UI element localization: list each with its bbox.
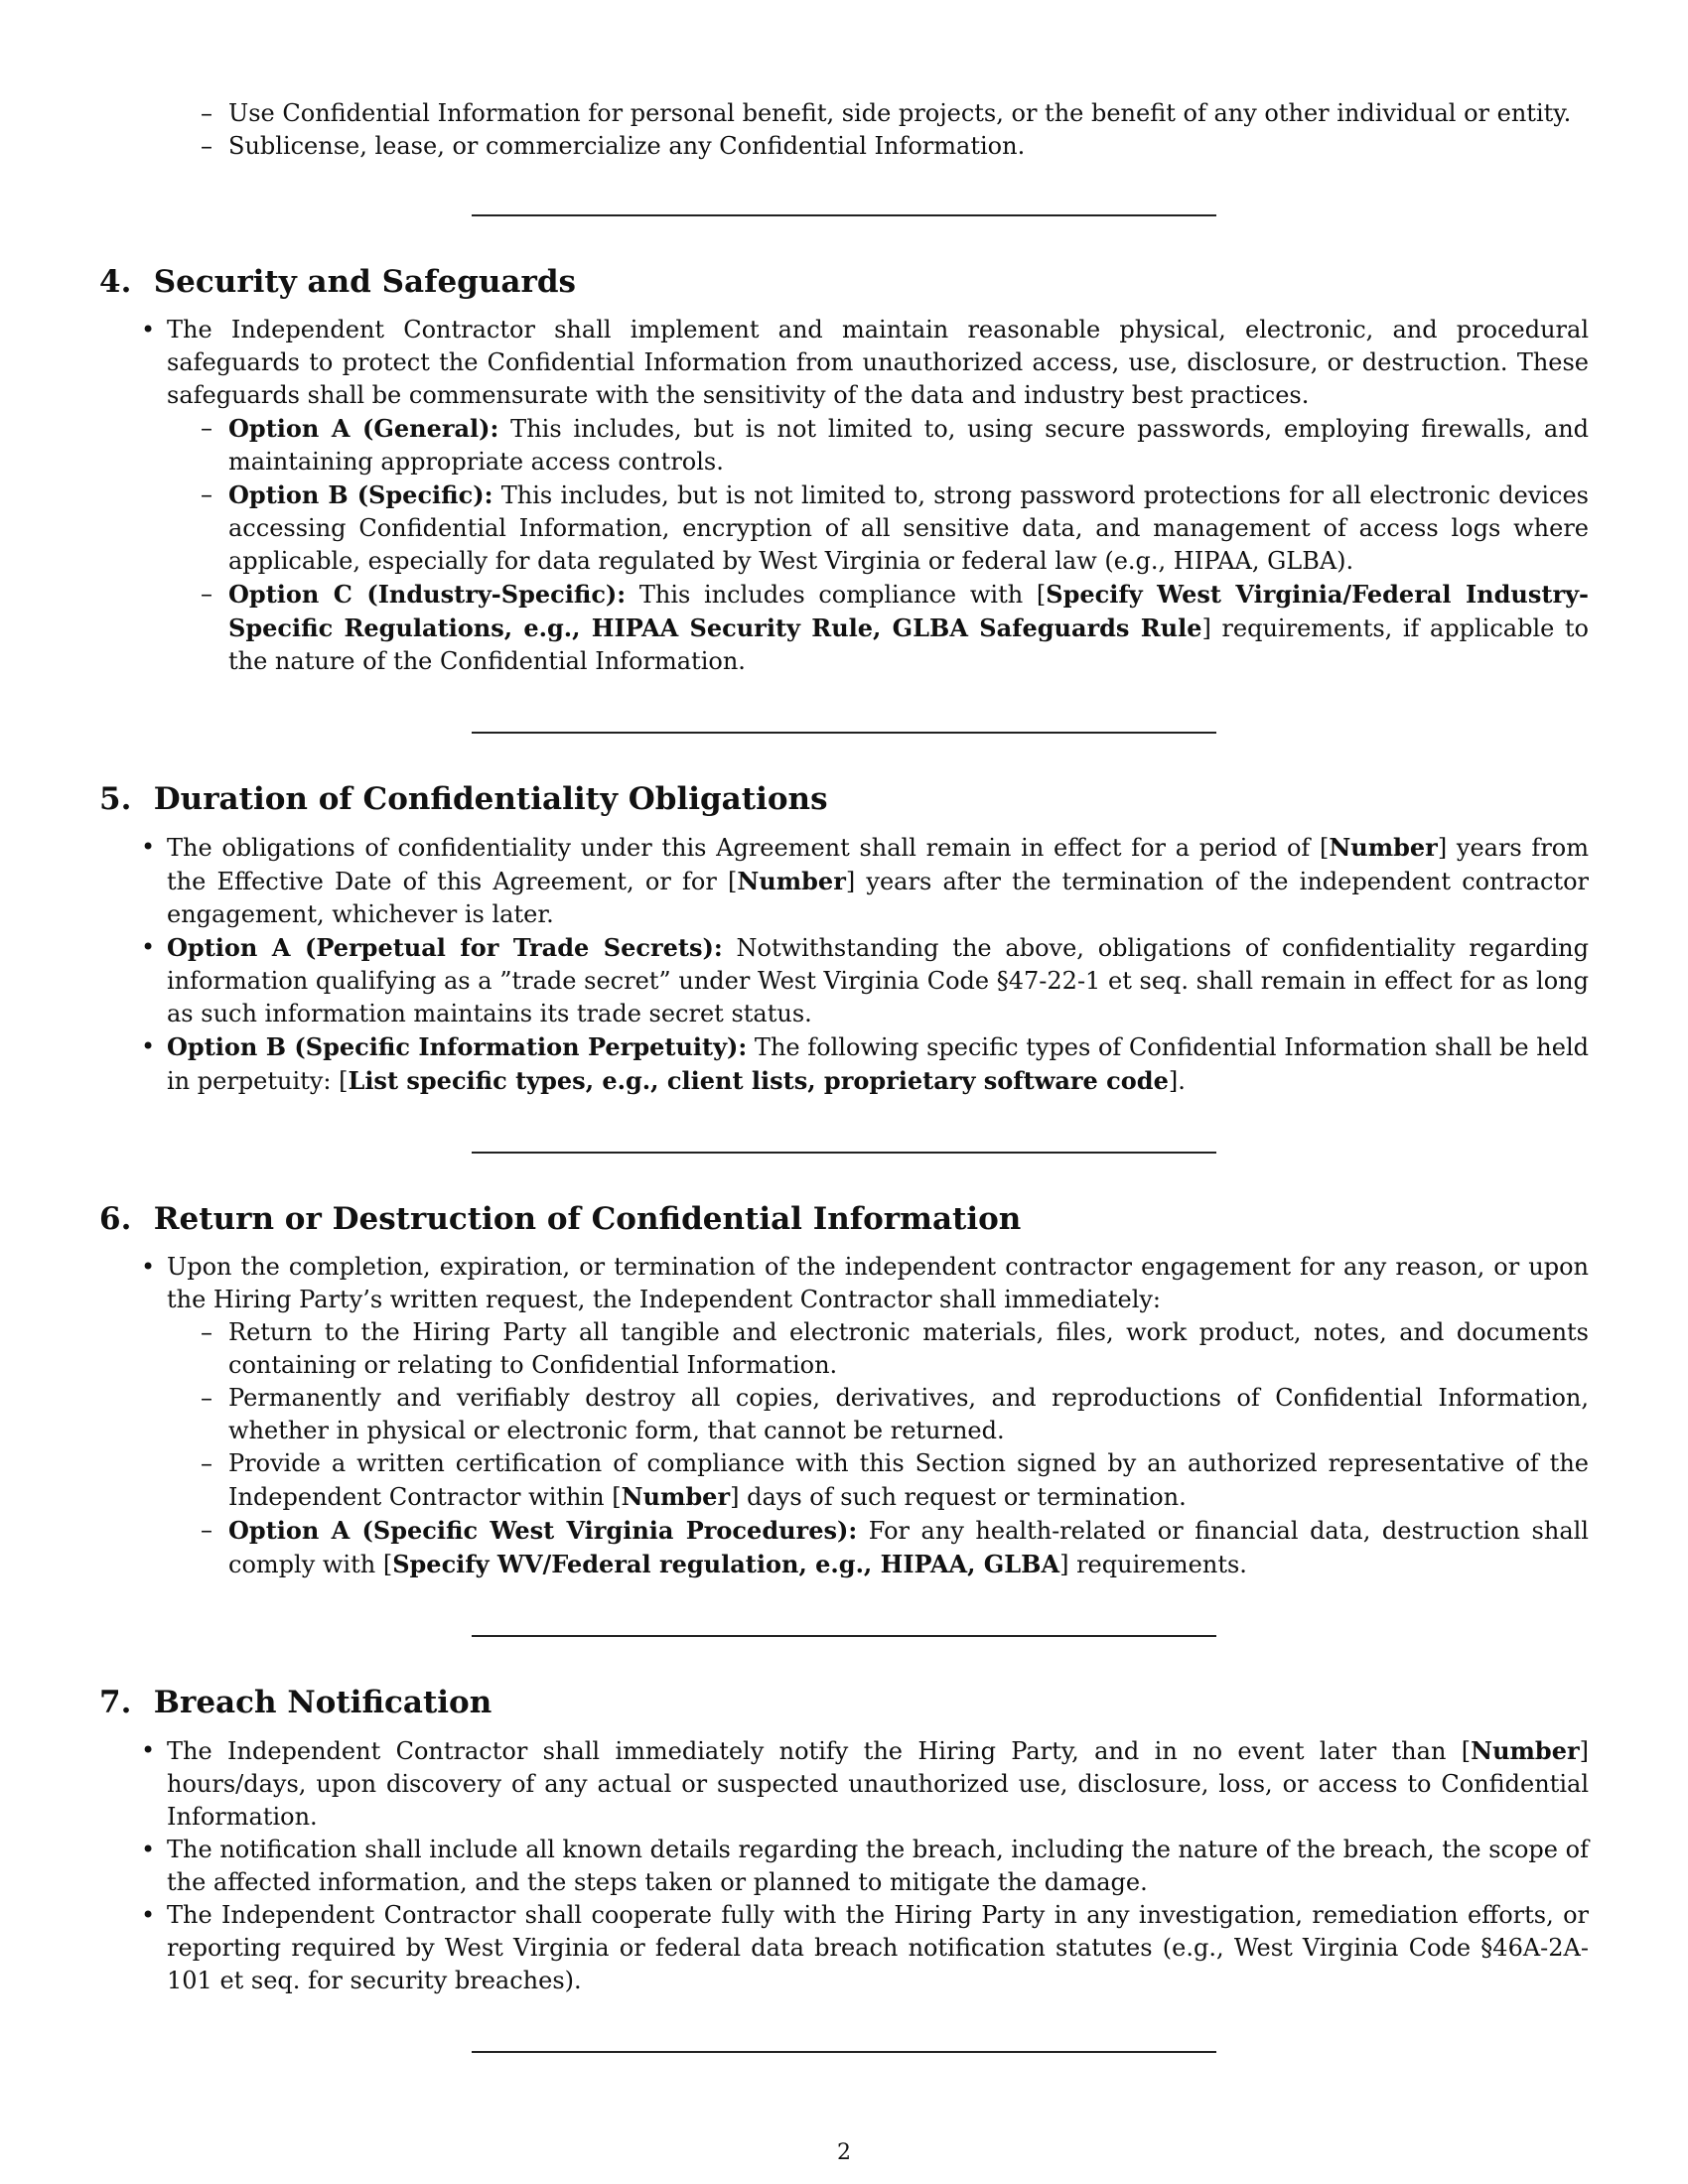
section-5-list — [99, 831, 1589, 1098]
list-item: – Sublicense, lease, or commercialize any Confidential Information. — [99, 130, 1589, 163]
list-item — [99, 412, 1589, 478]
placeholder-text: List specific types, e.g., client lists, proprietary software code — [348, 1066, 1169, 1095]
section-divider — [472, 1152, 1216, 1154]
option-text: ] requirements, if applicable to the nature of the Confidential Information. — [228, 614, 1589, 675]
section-heading-4 — [99, 262, 1589, 302]
section-number: 7. — [99, 1685, 132, 1720]
paragraph-text: ] days of such request or termination. — [730, 1483, 1187, 1511]
section-divider — [472, 214, 1216, 216]
paragraph-text: The obligations of confidentiality under this Agreement shall remain in effect for a period of [ — [167, 834, 1330, 862]
list-item — [99, 314, 1589, 678]
section-heading-5 — [99, 779, 1589, 819]
list-item: – Use Confidential Information for personal benefit, side projects, or the benefit of any other individual or entity. — [99, 97, 1589, 130]
page-number: 2 — [837, 2140, 851, 2165]
option-label: Option C (Industry-Specific): — [228, 580, 627, 609]
option-text: The following specific types of Confidential Information shall be held in perpetuity: [ — [167, 1033, 1589, 1095]
section-title: Duration of Confidentiality Obligations — [153, 781, 828, 817]
list-item: • The Independent Contractor shall cooperate fully with the Hiring Party in any investigation, remediation efforts, or reporting required by West Virginia or federal data breach notification statutes (e.g., West Virginia Code §46A-2A-101 et seq. for security breaches). — [99, 1899, 1589, 1997]
list-item — [99, 1447, 1589, 1514]
paragraph-text: ] hours/days, upon discovery of any actual or suspected unauthorized use, disclosure, loss, or access to Confidential Information. — [167, 1737, 1589, 1831]
intro-list — [99, 97, 1589, 163]
option-text: This includes compliance with [ — [626, 581, 1047, 609]
paragraph-text: Provide a written certification of compliance with this Section signed by an authorized representative of the Independent Contractor within [ — [228, 1449, 1589, 1511]
placeholder-text: Specify West Virginia/Federal Industry-Specific Regulations, e.g., HIPAA Security Rule, GLBA Safeguards Rule — [228, 580, 1590, 642]
paragraph: The Independent Contractor shall implement and maintain reasonable physical, electronic, and procedural safeguards to protect the Confidential Information from unauthorized access, use, disclosure, or destruction. These safeguards shall be commensurate with the sensitivity of the data and industry best practices. — [167, 316, 1589, 409]
list-item — [99, 1734, 1589, 1834]
section-4-list — [99, 314, 1589, 678]
placeholder-text: Number — [621, 1482, 731, 1511]
section-divider — [472, 2051, 1216, 2053]
option-text: For any health-related or financial data, destruction shall comply with [ — [228, 1517, 1589, 1578]
paragraph-text: The Independent Contractor shall immediately notify the Hiring Party, and in no event later than [ — [167, 1737, 1472, 1765]
placeholder-text: Number — [737, 867, 846, 895]
list-item: – Return to the Hiring Party all tangible and electronic materials, files, work product, notes, and documents containing or relating to Confidential Information. — [99, 1316, 1589, 1382]
section-heading-7 — [99, 1683, 1589, 1722]
section-6-list — [99, 1251, 1589, 1581]
steps-list — [99, 1316, 1589, 1581]
option-text: ] requirements. — [1059, 1551, 1247, 1578]
list-item — [99, 931, 1589, 1030]
section-title: Return or Destruction of Confidential Information — [153, 1201, 1022, 1237]
list-item — [99, 831, 1589, 931]
option-label: Option A (Perpetual for Trade Secrets): — [167, 933, 723, 962]
list-item — [99, 1514, 1589, 1581]
list-item: • The notification shall include all known details regarding the breach, including the nature of the breach, the scope of the affected information, and the steps taken or planned to mitigate the damage. — [99, 1834, 1589, 1899]
placeholder-text: Number — [1329, 833, 1438, 862]
option-text: Notwithstanding the above, obligations of confidentiality regarding information qualifying as a ”trade secret” under West Virginia Code §47-22-1 et seq. shall remain in effect for as long as such information maintains its trade secret status. — [167, 934, 1589, 1027]
option-label: Option A (General): — [228, 414, 499, 443]
list-item — [99, 1251, 1589, 1581]
paragraph-text: ] years after the termination of the independent contractor engagement, whichever is later. — [167, 868, 1590, 928]
option-label: Option B (Specific Information Perpetuity): — [167, 1032, 748, 1061]
section-heading-6 — [99, 1199, 1589, 1239]
section-title: Security and Safeguards — [153, 264, 576, 300]
option-label: Option A (Specific West Virginia Procedures): — [228, 1516, 858, 1545]
option-text: This includes, but is not limited to, using secure passwords, employing firewalls, and maintaining appropriate access controls. — [228, 415, 1590, 476]
section-number: 4. — [99, 264, 132, 300]
option-label: Option B (Specific): — [228, 480, 493, 509]
option-text: ]. — [1168, 1067, 1186, 1095]
placeholder-text: Specify WV/Federal regulation, e.g., HIPAA, GLBA — [392, 1550, 1060, 1578]
list-item — [99, 1030, 1589, 1098]
paragraph: Upon the completion, expiration, or termination of the independent contractor engagement for any reason, or upon the Hiring Party’s written request, the Independent Contractor shall immediately: — [167, 1253, 1589, 1313]
section-divider — [472, 732, 1216, 734]
list-item — [99, 578, 1589, 678]
options-list — [99, 412, 1589, 678]
paragraph-text: ] years from the Effective Date of this Agreement, or for [ — [167, 834, 1589, 895]
option-text: This includes, but is not limited to, strong password protections for all electronic devices accessing Confidential Information, encryption of all sensitive data, and management of access logs where applicable, especially for data regulated by West Virginia or federal law (e.g., HIPAA, GLBA). — [228, 481, 1589, 575]
section-title: Breach Notification — [153, 1685, 492, 1720]
section-7-list — [99, 1734, 1589, 1997]
section-divider — [472, 1635, 1216, 1637]
list-item: – Permanently and verifiably destroy all copies, derivatives, and reproductions of Confidential Information, whether in physical or electronic form, that cannot be returned. — [99, 1382, 1589, 1447]
section-number: 6. — [99, 1201, 132, 1237]
document-page — [99, 97, 1589, 2053]
list-item — [99, 478, 1589, 578]
section-number: 5. — [99, 781, 132, 817]
placeholder-text: Number — [1471, 1736, 1580, 1765]
